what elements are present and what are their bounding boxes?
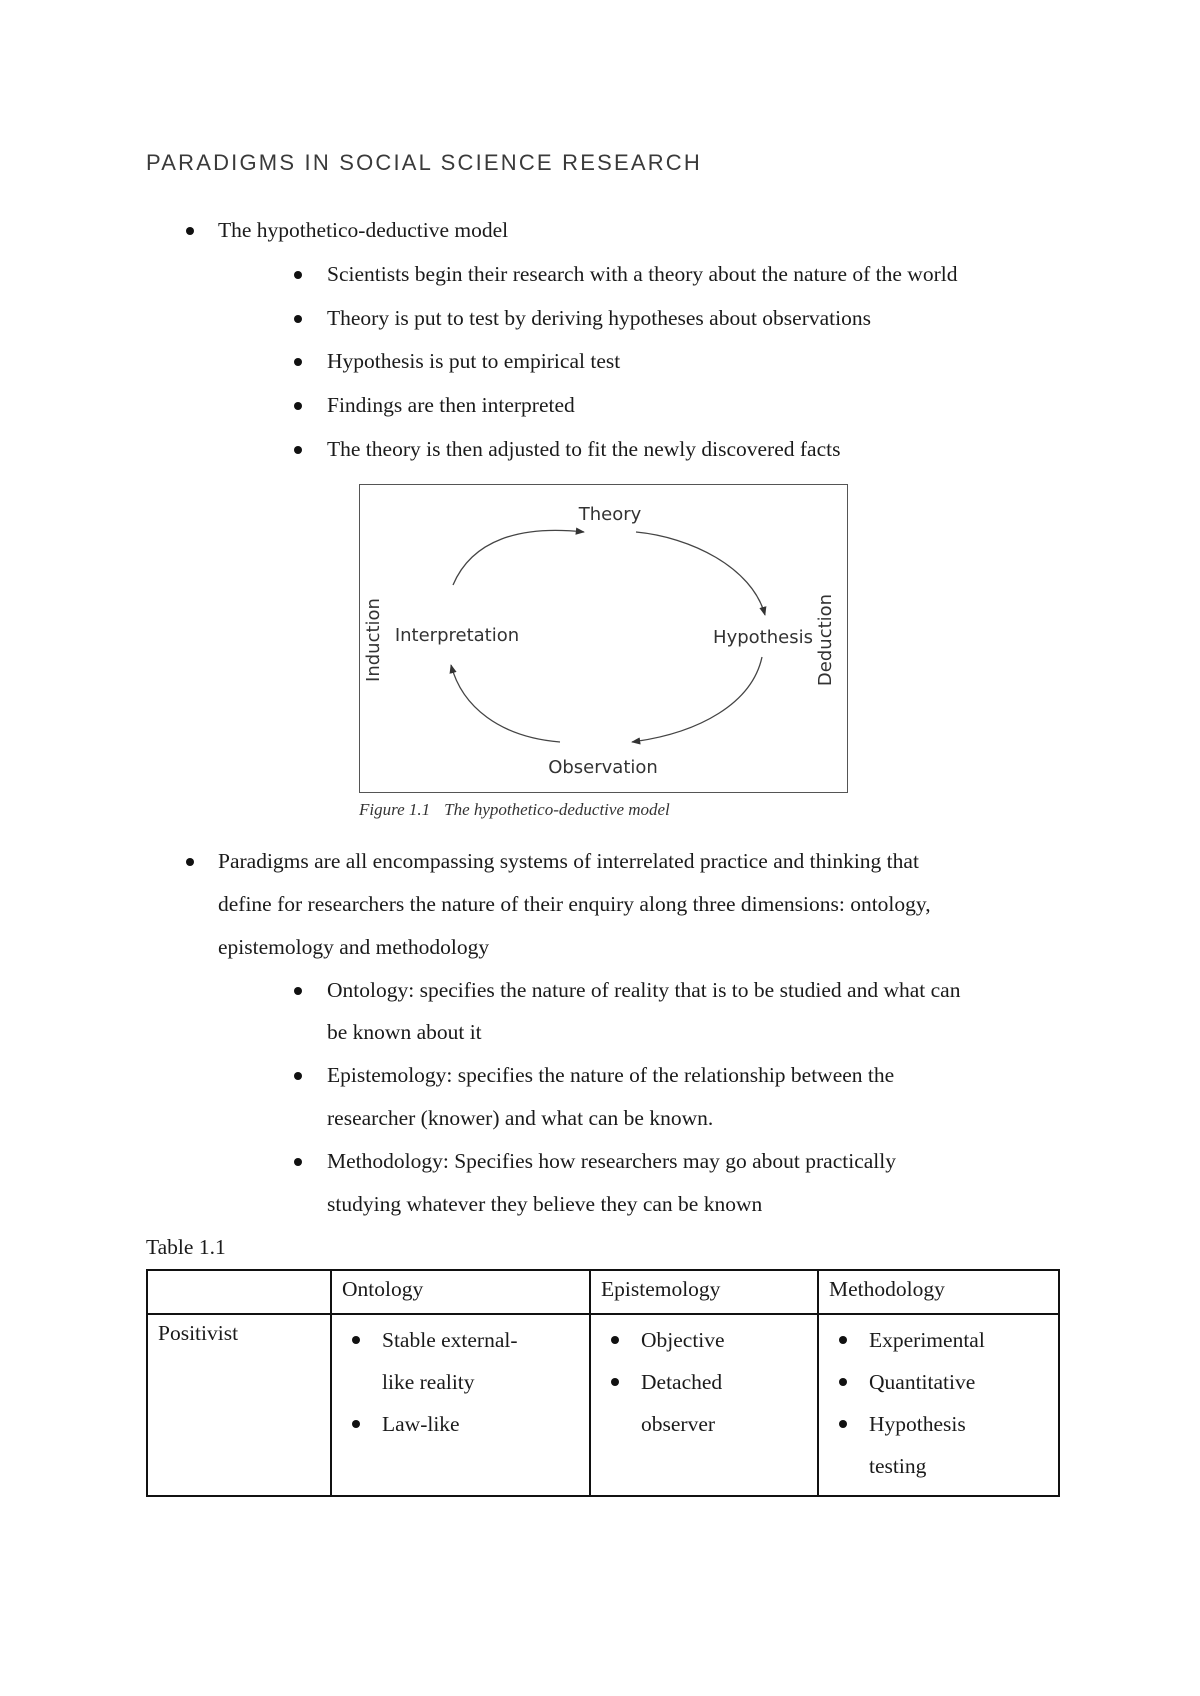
ontology-cell bbox=[331, 1314, 590, 1496]
bullet-dot bbox=[294, 1158, 302, 1166]
bullet-dot bbox=[186, 227, 194, 235]
epistemology-line-2: researcher (knower) and what can be known. bbox=[327, 1106, 714, 1130]
bullet-dot bbox=[294, 271, 302, 279]
figure-caption-number: Figure 1.1 bbox=[359, 800, 431, 819]
node-theory: Theory bbox=[578, 504, 642, 525]
list-item: Objective bbox=[601, 1319, 807, 1361]
bullet-dot bbox=[294, 987, 302, 995]
bullet-hypothetico-deductive: The hypothetico-deductive model bbox=[218, 218, 509, 242]
epistemology-cell bbox=[590, 1314, 818, 1496]
paradigms-line-1: Paradigms are all encompassing systems of interrelated practice and thinking that bbox=[218, 849, 919, 873]
bullet-dot bbox=[839, 1378, 847, 1386]
paradigms-line-3: epistemology and methodology bbox=[218, 935, 490, 959]
methodology-line-2: studying whatever they believe they can be known bbox=[327, 1192, 763, 1216]
figure-caption-text: The hypothetico-deductive model bbox=[444, 800, 670, 819]
node-hypothesis: Hypothesis bbox=[713, 627, 813, 648]
bullet-dot bbox=[294, 358, 302, 366]
paradigms-line-2: define for researchers the nature of their enquiry along three dimensions: ontology, bbox=[218, 892, 931, 916]
ontology-line-1: Ontology: specifies the nature of reality that is to be studied and what can bbox=[327, 978, 961, 1002]
table-header-cell: Ontology bbox=[331, 1270, 590, 1314]
table-row bbox=[147, 1314, 1059, 1496]
epistemology-line-1: Epistemology: specifies the nature of the relationship between the bbox=[327, 1063, 895, 1087]
table-header-cell: Epistemology bbox=[590, 1270, 818, 1314]
label-deduction: Deduction bbox=[815, 593, 836, 687]
node-interpretation: Interpretation bbox=[394, 625, 520, 646]
bullet-dot bbox=[294, 315, 302, 323]
table-header-row bbox=[147, 1270, 1059, 1314]
ontology-line-2: be known about it bbox=[327, 1020, 482, 1044]
bullet-dot bbox=[611, 1378, 619, 1386]
table-header-cell bbox=[147, 1270, 331, 1314]
label-induction: Induction bbox=[363, 598, 384, 682]
sub-bullet: The theory is then adjusted to fit the newly discovered facts bbox=[327, 437, 841, 461]
hypothetico-deductive-figure bbox=[359, 484, 848, 793]
figure-caption bbox=[359, 800, 670, 820]
table-row-name: Positivist bbox=[147, 1314, 331, 1496]
cycle-diagram bbox=[360, 485, 849, 794]
list-item: Law-like bbox=[342, 1403, 579, 1445]
bullet-dot bbox=[352, 1336, 360, 1344]
list-item: Detached observer bbox=[601, 1361, 807, 1445]
sub-bullet: Hypothesis is put to empirical test bbox=[327, 349, 621, 373]
sub-bullet: Findings are then interpreted bbox=[327, 393, 575, 417]
bullet-dot bbox=[294, 402, 302, 410]
arrow-hypothesis-to-observation bbox=[632, 657, 762, 742]
bullet-dot bbox=[839, 1420, 847, 1428]
arrow-theory-to-hypothesis bbox=[636, 532, 765, 615]
methodology-cell bbox=[818, 1314, 1059, 1496]
sub-bullet: Scientists begin their research with a theory about the nature of the world bbox=[327, 262, 958, 286]
list-item: Quantitative bbox=[829, 1361, 1048, 1403]
list-item: Experimental bbox=[829, 1319, 1048, 1361]
page-heading: PARADIGMS IN SOCIAL SCIENCE RESEARCH bbox=[146, 150, 702, 175]
bullet-dot bbox=[294, 1072, 302, 1080]
node-observation: Observation bbox=[548, 757, 658, 778]
table-header-cell: Methodology bbox=[818, 1270, 1059, 1314]
paradigm-table bbox=[146, 1269, 1060, 1497]
bullet-dot bbox=[352, 1420, 360, 1428]
table-label: Table 1.1 bbox=[146, 1235, 226, 1259]
arrow-observation-to-interpretation bbox=[451, 665, 560, 742]
bullet-dot bbox=[839, 1336, 847, 1344]
bullet-dot bbox=[294, 446, 302, 454]
list-item: Stable external- like reality bbox=[342, 1319, 579, 1403]
bullet-dot bbox=[186, 858, 194, 866]
list-item: Hypothesis testing bbox=[829, 1403, 1048, 1487]
sub-bullet: Theory is put to test by deriving hypotheses about observations bbox=[327, 306, 871, 330]
bullet-dot bbox=[611, 1336, 619, 1344]
arrow-interpretation-to-theory bbox=[453, 530, 584, 585]
methodology-line-1: Methodology: Specifies how researchers may go about practically bbox=[327, 1149, 896, 1173]
